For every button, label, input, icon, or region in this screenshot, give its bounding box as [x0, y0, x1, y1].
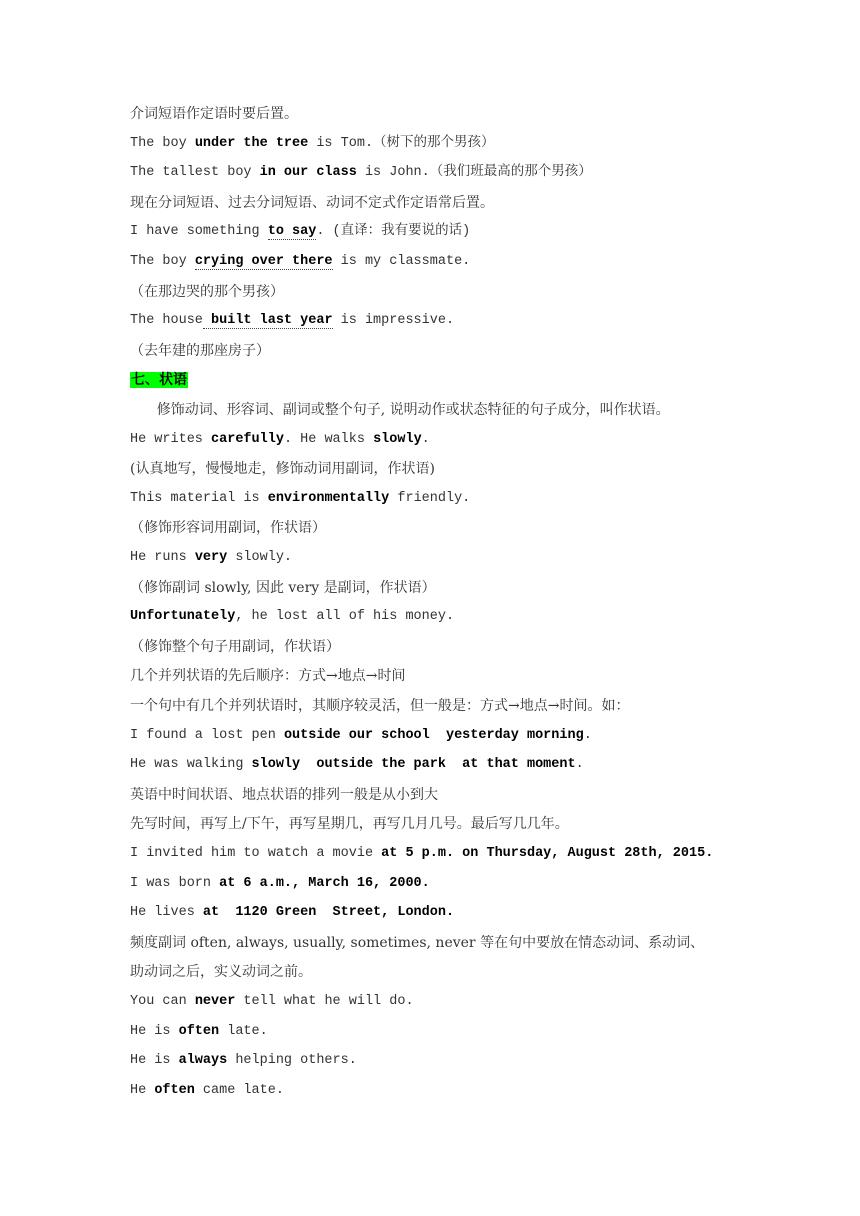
text-segment: late.	[219, 1024, 268, 1039]
highlighted-phrase: carefully	[211, 432, 284, 447]
text-line	[130, 578, 436, 598]
highlighted-phrase: never	[194, 994, 236, 1009]
text-segment: tell what he will do.	[235, 994, 414, 1009]
text-segment: He writes	[130, 432, 212, 447]
text-segment: 先写时间，再写上/下午，再写星期几，再写几月几号。最后写几几年。	[130, 816, 569, 832]
highlighted-phrase: at 1120 Green Street, London.	[202, 905, 455, 920]
text-segment: . He walks	[283, 432, 374, 447]
highlighted-phrase: slowly	[251, 757, 301, 772]
text-segment: The boy	[130, 254, 195, 269]
text-segment: The house	[130, 313, 203, 328]
highlighted-phrase: under the tree	[194, 136, 309, 151]
highlighted-phrase: at 5 p.m. on Thursday, August 28th, 2015.	[381, 846, 714, 861]
text-segment: 修饰动词、形容词、副词或整个句子, 说明动作或状态特征的句子成分，叫作状语。	[130, 402, 670, 418]
text-line	[130, 548, 292, 568]
highlighted-phrase: yesterday morning	[445, 728, 584, 743]
highlighted-phrase: very	[194, 550, 228, 565]
text-segment: came late.	[194, 1083, 284, 1098]
text-segment: The tallest boy	[130, 165, 260, 180]
text-segment: .	[583, 728, 592, 743]
text-segment: I was born	[130, 876, 220, 891]
text-line	[130, 874, 430, 894]
highlighted-phrase: often	[154, 1083, 195, 1098]
text-segment: friendly.	[389, 491, 471, 506]
highlighted-phrase: at 6 a.m., March 16, 2000.	[219, 876, 430, 891]
text-segment: He was walking	[130, 757, 252, 772]
text-line	[130, 134, 495, 154]
section-heading: 七、状语	[131, 372, 187, 388]
text-line	[130, 844, 713, 864]
text-segment: 几个并列状语的先后顺序：方式→地点→时间	[130, 668, 406, 684]
text-line	[130, 992, 414, 1012]
text-segment: . (直译：我有要说的话)	[316, 224, 471, 239]
text-segment: I have something	[130, 224, 268, 239]
text-line	[130, 726, 592, 746]
text-segment: (认真地写，慢慢地走，修饰动词用副词，作状语)	[130, 461, 435, 477]
text-line	[130, 933, 704, 953]
text-line	[130, 1022, 268, 1042]
text-line	[130, 252, 470, 272]
highlighted-phrase: environmentally	[267, 491, 390, 506]
text-segment: （修饰形容词用副词，作状语）	[130, 520, 326, 536]
highlighted-phrase: often	[178, 1024, 220, 1039]
text-line	[130, 785, 438, 805]
text-segment: He runs	[130, 550, 195, 565]
highlighted-phrase: in our class	[259, 165, 357, 180]
text-line	[130, 193, 494, 213]
text-segment: He	[130, 1083, 155, 1098]
text-segment: （修饰整个句子用副词，作状语）	[130, 639, 340, 655]
text-line	[130, 637, 340, 657]
text-segment: is Tom.（树下的那个男孩）	[308, 136, 495, 151]
text-line	[130, 282, 284, 302]
text-segment: is impressive.	[332, 313, 455, 328]
text-segment	[300, 757, 316, 772]
text-segment: 频度副词 often, always, usually, sometimes, never 等在句中要放在情态动词、系动词、	[130, 935, 705, 951]
text-segment: , he lost all of his money.	[235, 609, 455, 624]
text-segment: You can	[130, 994, 195, 1009]
highlighted-phrase: to say	[267, 224, 317, 239]
text-segment: is John.（我们班最高的那个男孩）	[356, 165, 592, 180]
text-segment	[430, 728, 446, 743]
highlighted-phrase: outside the park	[316, 757, 446, 772]
text-segment: 一个句中有几个并列状语时，其顺序较灵活，但一般是：方式→地点→时间。如：	[130, 698, 630, 714]
text-segment: 介词短语作定语时要后置。	[130, 106, 298, 122]
text-line	[130, 1051, 357, 1071]
text-segment: .	[421, 432, 430, 447]
text-segment: The boy	[130, 136, 195, 151]
text-line	[130, 459, 435, 479]
text-line	[130, 666, 405, 686]
text-line	[130, 341, 270, 361]
text-segment: I invited him to watch a movie	[130, 846, 382, 861]
text-segment: 助动词之后，实义动词之前。	[130, 964, 312, 980]
text-line	[130, 400, 670, 420]
text-segment: 英语中时间状语、地点状语的排列一般是从小到大	[130, 787, 438, 803]
text-segment: （修饰副词 slowly, 因此 very 是副词，作状语）	[130, 580, 436, 596]
text-line	[130, 163, 592, 183]
highlighted-phrase: at that moment	[462, 757, 576, 772]
text-segment: He is	[130, 1053, 179, 1068]
text-line	[130, 1081, 284, 1101]
text-segment: helping others.	[227, 1053, 357, 1068]
text-segment: （去年建的那座房子）	[130, 343, 270, 359]
text-segment: He is	[130, 1024, 179, 1039]
text-line	[130, 222, 470, 242]
text-line	[130, 104, 298, 124]
highlighted-phrase: crying over there	[194, 254, 333, 269]
text-line	[130, 518, 326, 538]
text-segment: 现在分词短语、过去分词短语、动词不定式作定语常后置。	[130, 195, 494, 211]
text-segment: This material is	[130, 491, 268, 506]
highlighted-phrase: slowly	[373, 432, 422, 447]
text-line	[130, 755, 584, 775]
text-line	[130, 962, 312, 982]
text-line	[130, 430, 430, 450]
text-segment	[446, 757, 462, 772]
highlighted-phrase: Unfortunately	[130, 609, 236, 624]
text-segment: （在那边哭的那个男孩）	[130, 284, 284, 300]
highlighted-phrase: built last year	[202, 313, 333, 328]
text-segment: I found a lost pen	[130, 728, 284, 743]
highlighted-phrase: outside our school	[283, 728, 430, 743]
text-line	[130, 814, 569, 834]
text-segment: is my classmate.	[332, 254, 471, 269]
text-line	[130, 311, 454, 331]
text-line	[130, 903, 454, 923]
text-segment: He lives	[130, 905, 203, 920]
text-line	[130, 607, 454, 627]
text-line	[130, 370, 188, 390]
text-segment: .	[575, 757, 584, 772]
highlighted-phrase: always	[178, 1053, 228, 1068]
text-line	[130, 489, 470, 509]
text-line	[130, 696, 629, 716]
text-segment: slowly.	[227, 550, 293, 565]
